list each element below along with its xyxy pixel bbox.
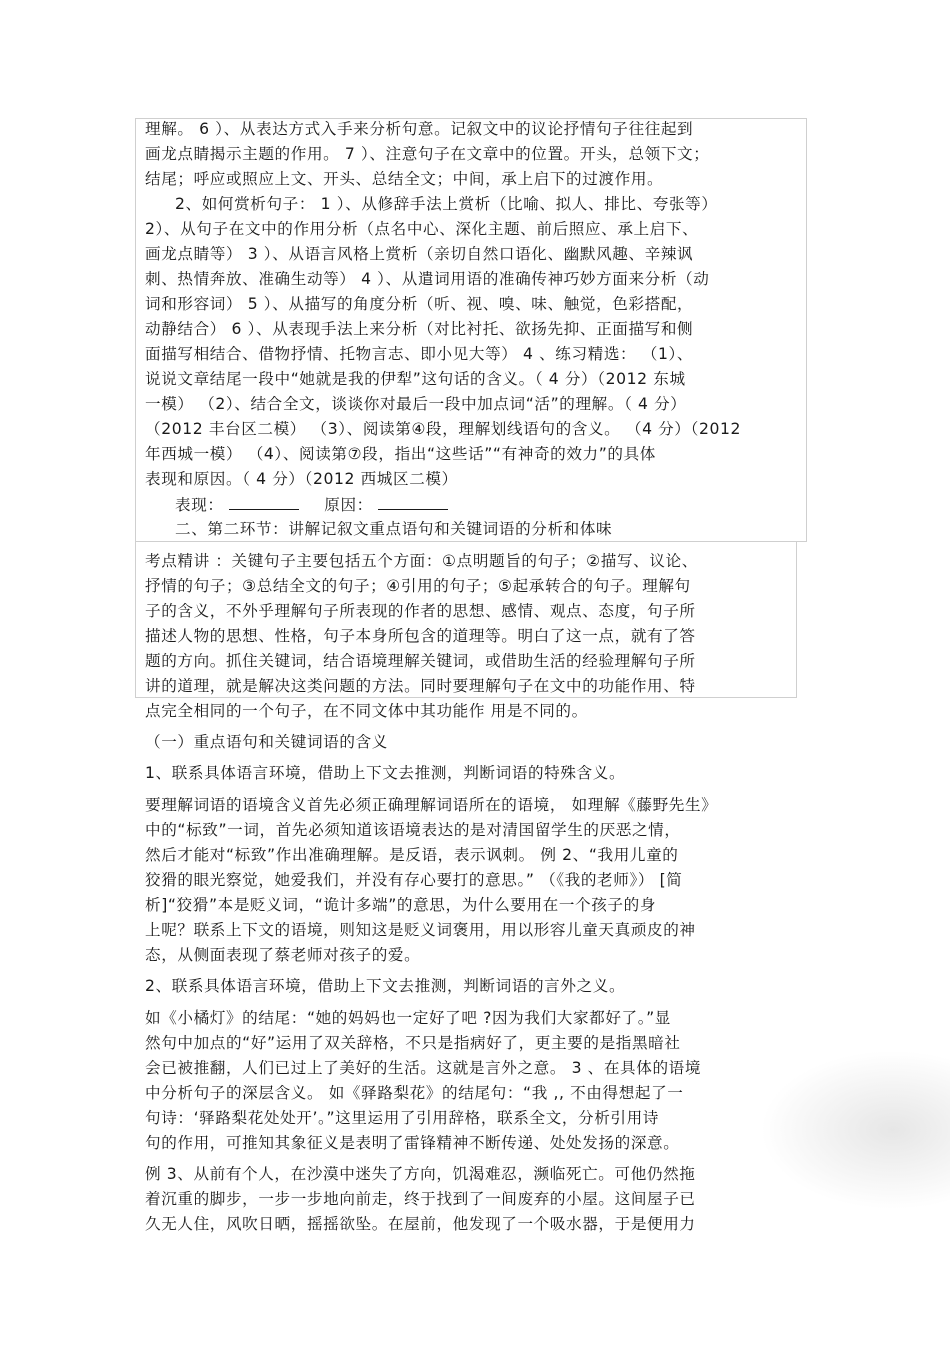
text-line: 动静结合） 6 ）、从表现手法上来分析（对比衬托、欲扬先抑、正面描写和侧 xyxy=(145,320,694,338)
answer-label-reason: 原因： xyxy=(324,496,373,514)
text-line: 句诗：‘驿路梨花处处开’。”这里运用了引用辞格，联系全文，分析引用诗 xyxy=(145,1109,659,1127)
text-line: 句的作用，可推知其象征义是表明了雷锋精神不断传递、处处发扬的深意。 xyxy=(145,1134,680,1152)
text-line: 态，从侧面表现了蔡老师对孩子的爱。 xyxy=(145,946,421,964)
text-line: 然句中加点的“好”运用了双关辞格，不只是指病好了，更主要的是指黑暗社 xyxy=(145,1034,681,1052)
answer-blank-reason[interactable] xyxy=(378,495,448,510)
text-line: 点完全相同的一个句子，在不同文体中其功能作 用是不同的。 xyxy=(145,702,588,720)
answer-label-performance: 表现： xyxy=(175,496,224,514)
answer-blank-performance[interactable] xyxy=(229,495,299,510)
text-line: 年西城一模） （4）、阅读第⑦段，指出“这些话”“有神奇的效力”的具体 xyxy=(145,445,656,463)
answer-line xyxy=(175,495,448,514)
point-heading: 2、联系具体语言环境，借助上下文去推测，判断词语的言外之义。 xyxy=(145,977,626,995)
subsection-heading: （一）重点语句和关键词语的含义 xyxy=(145,733,388,751)
text-line: 说说文章结尾一段中“她就是我的伊犁”这句话的含义。（ 4 分）（2012 东城 xyxy=(145,370,686,388)
text-line: 会已被推翻，人们已过上了美好的生活。这就是言外之意。 3 、在具体的语境 xyxy=(145,1059,702,1077)
text-line: 上呢？联系上下文的语境，则知这是贬义词褒用，用以形容儿童天真顽皮的神 xyxy=(145,921,696,939)
text-line: 讲的道理，就是解决这类问题的方法。同时要理解句子在文中的功能作用、特 xyxy=(145,677,696,695)
text-line: 中分析句子的深层含义。 如《驿路梨花》的结尾句：“我 ,, 不由得想起了一 xyxy=(145,1084,684,1102)
text-line: 例 3、从前有个人，在沙漠中迷失了方向，饥渴难忍，濒临死亡。可他仍然拖 xyxy=(145,1165,696,1183)
text-line: 析]“狡猾”本是贬义词，“诡计多端”的意思，为什么要用在一个孩子的身 xyxy=(145,896,657,914)
text-line: 要理解词语的语境含义首先必须正确理解词语所在的语境， 如理解《藤野先生》 xyxy=(145,796,718,814)
text-line: 面描写相结合、借物抒情、托物言志、即小见大等） 4 、练习精选： （1）、 xyxy=(145,345,694,363)
text-line: 抒情的句子；③总结全文的句子；④引用的句子；⑤起承转合的句子。理解句 xyxy=(145,577,691,595)
text-line: 刺、热情奔放、准确生动等） 4 ）、从遣词用语的准确传神巧妙方面来分析（动 xyxy=(145,270,710,288)
text-line: 如《小橘灯》的结尾：“她的妈妈也一定好了吧 ?因为我们大家都好了。”显 xyxy=(145,1009,671,1027)
text-line: 理解。 6 ）、从表达方式入手来分析句意。记叙文中的议论抒情句子往往起到 xyxy=(145,120,694,138)
text-line: （2012 丰台区二模） （3）、阅读第④段，理解划线语句的含义。 （4 分）（2012 xyxy=(145,420,742,438)
text-line: 着沉重的脚步，一步一步地向前走，终于找到了一间废弃的小屋。这间屋子已 xyxy=(145,1190,696,1208)
text-line: 子的含义，不外乎理解句子所表现的作者的思想、感情、观点、态度，句子所 xyxy=(145,602,696,620)
text-line: 词和形容词） 5 ）、从描写的角度分析（听、视、嗅、味、触觉，色彩搭配， xyxy=(145,295,694,313)
text-line: 一模） （2）、结合全文，谈谈你对最后一段中加点词“活”的理解。（ 4 分） xyxy=(145,395,687,413)
scan-shadow xyxy=(760,1050,950,1210)
text-line: 狡猾的眼光察觉，她爱我们，并没有存心要打的意思。” （《我的老师》） [简 xyxy=(145,871,683,889)
text-line: 画龙点睛揭示主题的作用。 7 ）、注意句子在文章中的位置。开头，总领下文； xyxy=(145,145,710,163)
text-line: 中的“标致”一词，首先必须知道该语境表达的是对清国留学生的厌恶之情， xyxy=(145,821,681,839)
text-line: 久无人住，风吹日晒，摇摇欲坠。在屋前，他发现了一个吸水器，于是便用力 xyxy=(145,1215,696,1233)
text-line: 2、如何赏析句子： 1 ）、从修辞手法上赏析（比喻、拟人、排比、夸张等） xyxy=(175,195,718,213)
text-line: 题的方向。抓住关键词，结合语境理解关键词，或借助生活的经验理解句子所 xyxy=(145,652,696,670)
text-line: 考点精讲 ：关键句子主要包括五个方面：①点明题旨的句子；②描写、议论、 xyxy=(145,552,698,570)
text-line: 描述人物的思想、性格，句子本身所包含的道理等。明白了这一点，就有了答 xyxy=(145,627,696,645)
text-line: 2）、从句子在文中的作用分析（点名中心、深化主题、前后照应、承上启下、 xyxy=(145,220,699,238)
point-heading: 1、联系具体语言环境，借助上下文去推测，判断词语的特殊含义。 xyxy=(145,764,626,782)
text-line: 画龙点睛等） 3 ）、从语言风格上赏析（亲切自然口语化、幽默风趣、辛辣讽 xyxy=(145,245,694,263)
text-line: 结尾；呼应或照应上文、开头、总结全文；中间，承上启下的过渡作用。 xyxy=(145,170,664,188)
text-line: 然后才能对“标致”作出准确理解。是反语，表示讽刺。 例 2、“我用儿童的 xyxy=(145,846,679,864)
section-heading: 二、第二环节：讲解记叙文重点语句和关键词语的分析和体味 xyxy=(175,520,613,538)
text-line: 表现和原因。（ 4 分）（2012 西城区二模） xyxy=(145,470,458,488)
